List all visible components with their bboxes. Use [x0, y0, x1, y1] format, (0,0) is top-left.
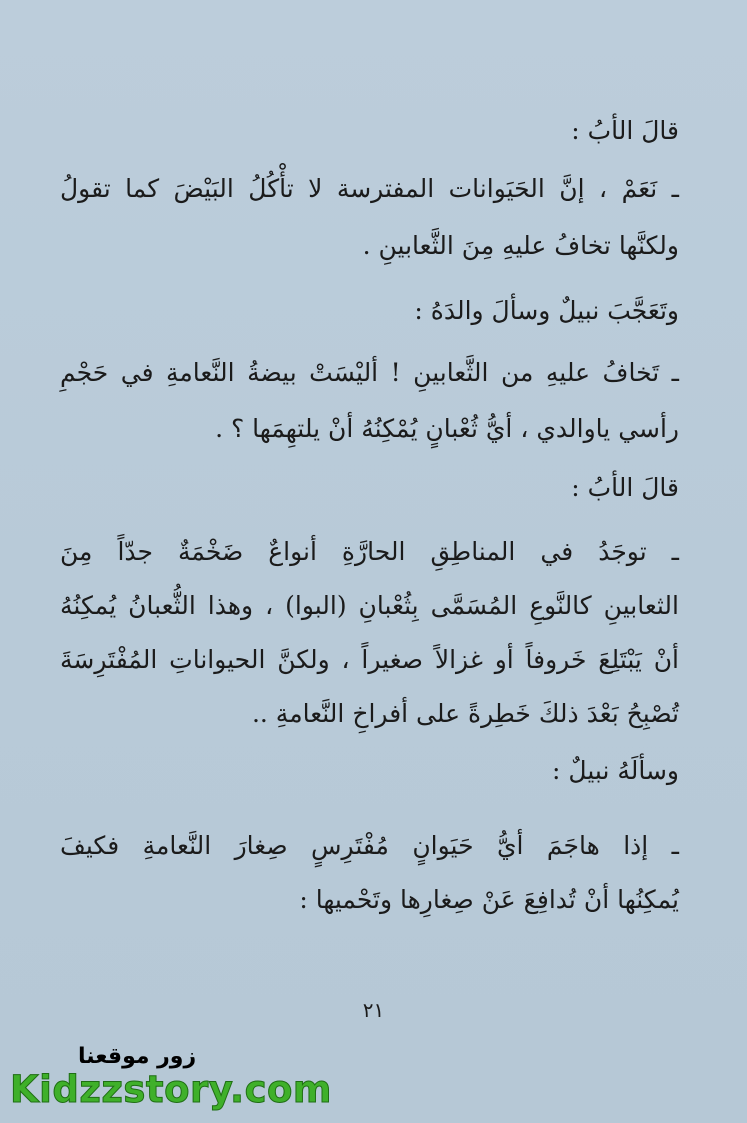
- text-line-1: قالَ الأبُ :: [571, 116, 679, 145]
- text-line-3: ولكنَّها تخافُ عليهِ مِنَ الثَّعابينِ .: [362, 231, 679, 260]
- text-line-11: تُصْبِحُ بَعْدَ ذلكَ خَطِرةً على أفراخِ النَّعامةِ ..: [251, 699, 679, 728]
- text-line-4: وتَعَجَّبَ نبيلٌ وسألَ والدَهُ :: [414, 296, 679, 325]
- text-line-8: ـ توجَدُ في المناطِقِ الحارَّةِ أنواعٌ ضَخْمَةٌ جدّاً مِنَ: [60, 537, 679, 566]
- text-line-7: قالَ الأبُ :: [571, 473, 679, 502]
- text-line-14: يُمكِنُها أنْ تُدافِعَ عَنْ صِغارِها وتَحْميها :: [299, 885, 679, 914]
- text-line-5: ـ تَخافُ عليهِ من الثَّعابينِ ! أليْسَتْ بيضةُ النَّعامةِ في حَجْمِ: [60, 358, 679, 387]
- text-line-2: ـ نَعَمْ ، إنَّ الحَيَوانات المفترسة لا تأْكُلُ البَيْضَ كما تقولُ: [60, 174, 679, 203]
- text-line-9: الثعابينِ كالنَّوعِ المُسَمَّى بِثُعْبانِ (البوا) ، وهذا الثُّعبانُ يُمكِنُهُ: [60, 591, 679, 620]
- page-number: ٢١: [362, 998, 385, 1022]
- watermark-tagline: زور موقعنا: [78, 1044, 197, 1069]
- text-line-13: ـ إذا هاجَمَ أيُّ حَيَوانٍ مُفْتَرِسٍ صِغارَ النَّعامةِ فكيفَ: [60, 831, 679, 860]
- text-line-6: رأسي ياوالدي ، أيُّ ثُعْبانٍ يُمْكِنُهُ أنْ يلتهِمَها ؟ .: [215, 414, 679, 443]
- text-line-12: وسألَهُ نبيلٌ :: [552, 756, 679, 785]
- text-line-10: أنْ يَبْتَلِعَ خَروفاً أو غزالاً صغيراً ، ولكنَّ الحيواناتِ المُفْتَرِسَةَ: [60, 645, 679, 674]
- watermark-site: Kidzzstory.com: [10, 1068, 332, 1111]
